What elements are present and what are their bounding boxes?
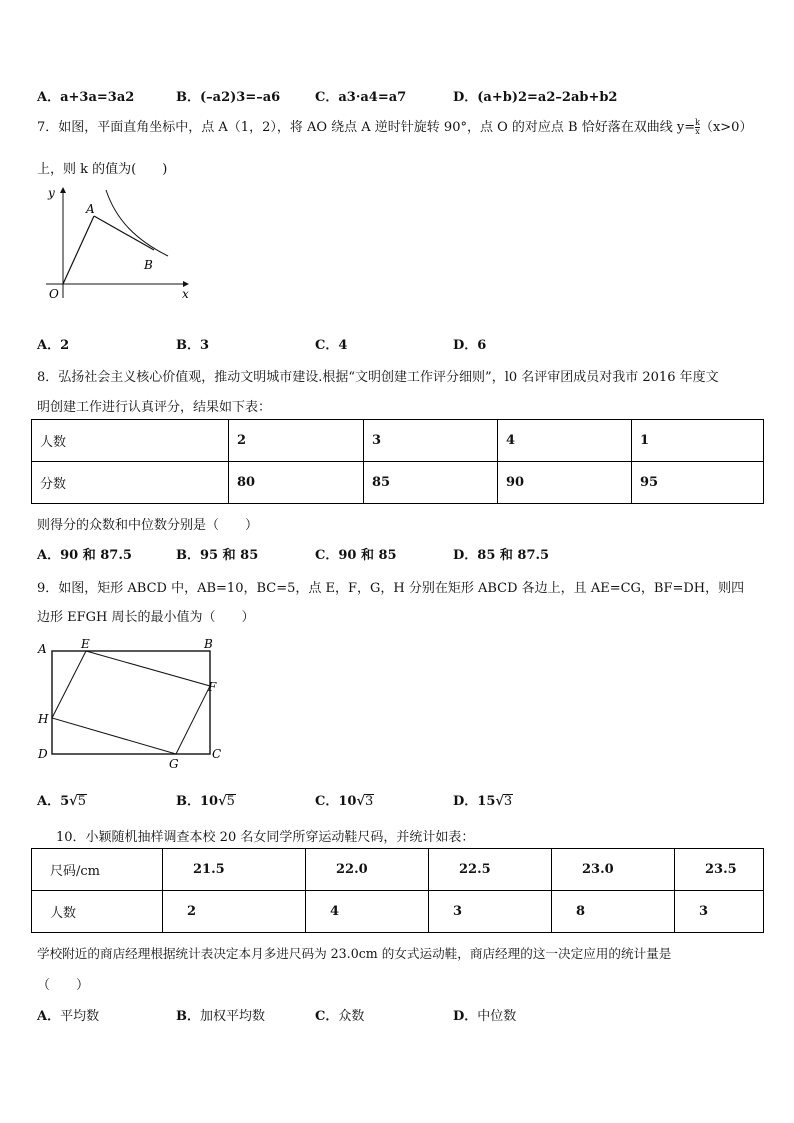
q9-stem-line1: 9．如图，矩形 ABCD 中，AB=10，BC=5，点 E，F，G，H 分别在矩形 ABCD 各边上，且 AE=CG，BF=DH，则四 [37,581,745,596]
q9-label-h: H [38,712,49,726]
q7-figure [36,180,196,305]
table-cell: 1 [632,420,764,462]
table-cell: 分数 [32,462,229,504]
q7-stem-line2: 上，则 k 的值为( ) [37,162,168,177]
q7-segment-oa [63,216,94,284]
q10-size-table [31,848,764,933]
table-row [32,849,764,891]
q7-segment-ab [94,216,154,250]
q9-stem-line2: 边形 EFGH 周长的最小值为（ ） [37,610,255,625]
q7-label-b: B [144,258,153,272]
q8-stem-line1: 8．弘扬社会主义核心价值观，推动文明城市建设.根据“文明创建工作评分细则”，l0 名评审团成员对我市 2016 年度文 [37,370,719,385]
q8-option-a[interactable]: A．90 和 87.5 [37,548,132,563]
q9-quadrilateral [52,651,210,754]
table-cell: 80 [229,462,364,504]
q9-option-c[interactable]: C．10√3 [315,794,374,809]
q6-option-c[interactable]: C．a3·a4=a7 [315,90,407,105]
q7-label-y: y [48,186,55,200]
q10-option-b[interactable]: B．加权平均数 [176,1009,266,1024]
q10-stem-line3: （ ） [37,978,90,993]
table-cell: 8 [552,891,675,933]
q9-rectangle [52,651,210,754]
table-cell: 22.0 [306,849,429,891]
q7-option-c[interactable]: C．4 [315,338,348,353]
table-cell: 22.5 [429,849,552,891]
table-cell: 人数 [32,420,229,462]
q7-stem-line1: 7．如图，平面直角坐标中，点 A（1，2），将 AO 绕点 A 逆时针旋转 90°，点 O 的对应点 B 恰好落在双曲线 y= $\frac{k}{x}$ （x>0） [37,118,753,136]
table-cell: 95 [632,462,764,504]
q6-option-b[interactable]: B．(–a2)3=–a6 [176,90,281,105]
q8-option-b[interactable]: B．95 和 85 [176,548,259,563]
table-cell: 4 [498,420,632,462]
q7-hyperbola [106,190,168,256]
table-cell: 3 [364,420,498,462]
q9-figure [34,636,234,771]
q9-label-c: C [212,747,222,761]
q9-label-g: G [169,757,179,771]
q9-label-d: D [38,747,48,761]
q7-option-a[interactable]: A．2 [37,338,70,353]
q7-label-o: O [49,287,59,301]
table-row [32,462,764,504]
q9-label-a: A [38,642,47,656]
table-cell: 尺码/cm [32,849,163,891]
q9-label-f: F [208,680,217,694]
table-cell: 4 [306,891,429,933]
q6-option-d[interactable]: D．(a+b)2=a2–2ab+b2 [453,90,618,105]
q9-option-a[interactable]: A．5√5 [37,794,86,809]
table-cell: 2 [163,891,306,933]
q10-option-d[interactable]: D．中位数 [453,1009,517,1024]
q9-label-e: E [81,637,90,651]
table-cell: 90 [498,462,632,504]
table-cell: 23.0 [552,849,675,891]
table-cell: 21.5 [163,849,306,891]
q10-option-c[interactable]: C．众数 [315,1009,365,1024]
q9-option-d[interactable]: D．15√3 [453,794,513,809]
table-row [32,420,764,462]
q7-label-x: x [182,287,189,301]
q10-stem-line2: 学校附近的商店经理根据统计表决定本月多进尺码为 23.0cm 的女式运动鞋，商店经理的这一决定应用的统计量是 [37,946,672,961]
q9-label-b: B [204,637,213,651]
q8-option-d[interactable]: D．85 和 87.5 [453,548,550,563]
table-cell: 85 [364,462,498,504]
table-cell: 2 [229,420,364,462]
q8-question: 则得分的众数和中位数分别是（ ） [37,518,259,533]
q8-score-table [31,419,764,504]
q10-stem-line1: 10．小颖随机抽样调查本校 20 名女同学所穿运动鞋尺码，并统计如表： [56,830,475,845]
q6-option-a[interactable]: A．a+3a=3a2 [37,90,135,105]
q7-option-b[interactable]: B．3 [176,338,210,353]
q9-option-b[interactable]: B．10√5 [176,794,235,809]
q7-option-d[interactable]: D．6 [453,338,487,353]
table-row [32,891,764,933]
q7-fraction: $\frac{k}{x}$ [695,118,700,136]
table-cell: 3 [675,891,764,933]
q10-option-a[interactable]: A．平均数 [37,1009,100,1024]
table-cell: 人数 [32,891,163,933]
table-cell: 23.5 [675,849,764,891]
q7-label-a: A [86,202,95,216]
table-cell: 3 [429,891,552,933]
q8-stem-line2: 明创建工作进行认真评分，结果如下表： [37,400,272,415]
q8-option-c[interactable]: C．90 和 85 [315,548,397,563]
